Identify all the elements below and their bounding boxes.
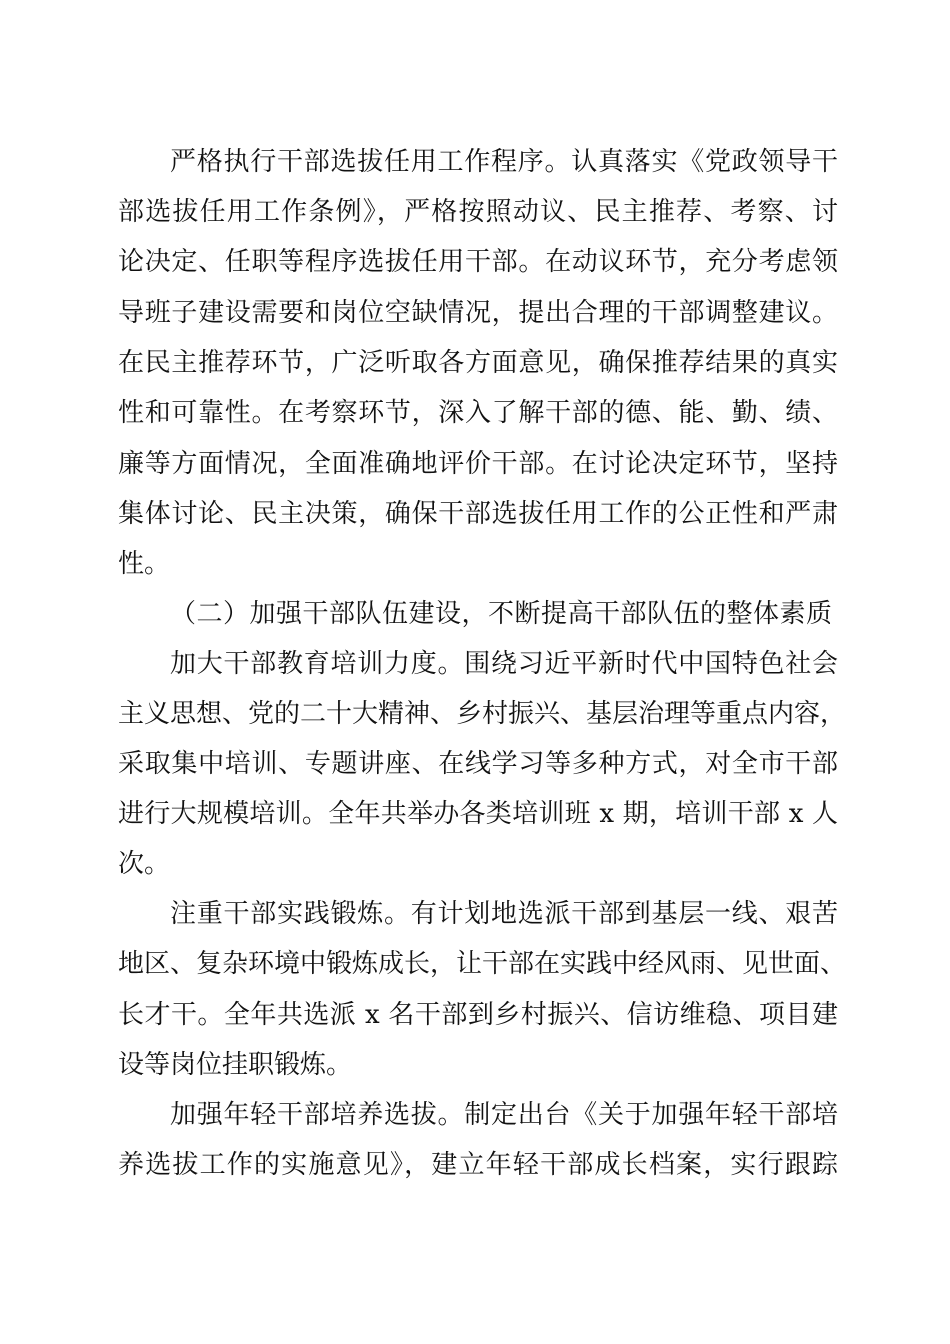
paragraph-3-line-1: 注重干部实践锻炼。有计划地选派干部到基层一线、艰苦 — [170, 899, 838, 929]
paragraph-3-line-3: 长才干。全年共选派 x 名干部到乡村振兴、信访维稳、项目建 — [118, 1000, 838, 1030]
paragraph-1-line-2: 部选拔任用工作条例》，严格按照动议、民主推荐、考察、讨 — [118, 197, 838, 227]
paragraph-4-line-2: 养选拔工作的实施意见》，建立年轻干部成长档案，实行跟踪 — [118, 1150, 838, 1180]
paragraph-4-line-1: 加强年轻干部培养选拔。制定出台《关于加强年轻干部培 — [170, 1100, 838, 1130]
paragraph-2-line-4: 进行大规模培训。全年共举办各类培训班 x 期，培训干部 x 人 — [118, 799, 838, 829]
paragraph-1-line-1: 严格执行干部选拔任用工作程序。认真落实《党政领导干 — [170, 147, 838, 177]
paragraph-1-line-7: 廉等方面情况，全面准确地评价干部。在讨论决定环节，坚持 — [118, 449, 838, 479]
paragraph-2-line-2: 主义思想、党的二十大精神、乡村振兴、基层治理等重点内容， — [118, 699, 847, 729]
paragraph-1-line-4: 导班子建设需要和岗位空缺情况，提出合理的干部调整建议。 — [118, 298, 838, 328]
paragraph-3-line-4: 设等岗位挂职锻炼。 — [118, 1050, 353, 1080]
paragraph-1-line-8: 集体讨论、民主决策，确保干部选拔任用工作的公正性和严肃 — [118, 499, 838, 529]
section-heading: （二）加强干部队伍建设，不断提高干部队伍的整体素质 — [170, 599, 833, 629]
paragraph-2-line-1: 加大干部教育培训力度。围绕习近平新时代中国特色社会 — [170, 649, 838, 679]
paragraph-1-line-3: 论决定、任职等程序选拔任用干部。在动议环节，充分考虑领 — [118, 247, 838, 277]
paragraph-1-line-5: 在民主推荐环节，广泛听取各方面意见，确保推荐结果的真实 — [118, 348, 838, 378]
paragraph-2-line-3: 采取集中培训、专题讲座、在线学习等多种方式，对全市干部 — [118, 749, 838, 779]
paragraph-3-line-2: 地区、复杂环境中锻炼成长，让干部在实践中经风雨、见世面、 — [118, 949, 847, 979]
paragraph-2-line-5: 次。 — [118, 849, 171, 879]
paragraph-1-line-9: 性。 — [118, 549, 171, 579]
paragraph-1-line-6: 性和可靠性。在考察环节，深入了解干部的德、能、勤、绩、 — [118, 398, 838, 428]
